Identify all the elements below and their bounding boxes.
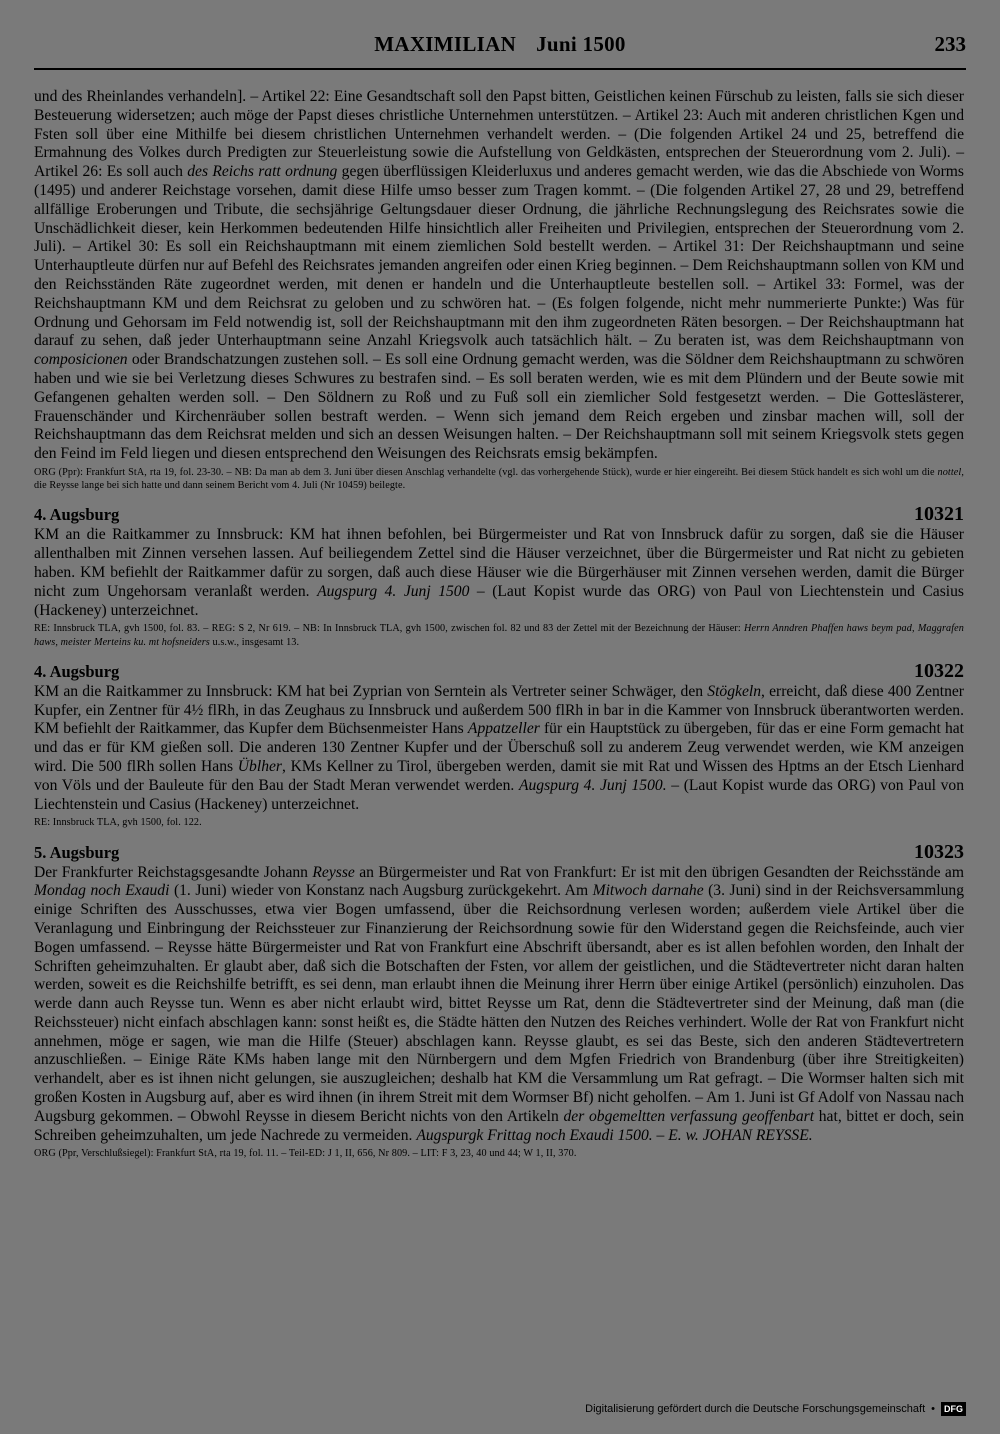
entry-header-10323 bbox=[34, 842, 964, 864]
intro-italic-1: des Reichs ratt ordnung bbox=[187, 163, 338, 181]
intro-text: und des Rheinlandes verhandeln]. – Artikel 22: Eine Gesandtschaft soll den Papst bitten, Geistlichen keinen Fürschub zu leisten, falls sie sich dieser Besteuerung widersetzen; auch möge der Papst dieses christliche Unternehmen unterstützen. – Artikel 23: Auch mit anderen christlichen Kgen und Fsten soll über eine Mithilfe bei diesem christlichen Unternehmen verhandelt werden. – (Die folgenden Artikel 24 und 25, betreffend die Ermahnung des Volkes durch Predigten zur Steuerleistung sowie die Aufstellung von Geldkästen, entsprechen der Steuerordnung vom 2. Juli). – Artikel 26: Es soll auch bbox=[34, 88, 964, 181]
intro-paragraph bbox=[34, 88, 964, 464]
entry-italic: Reysse bbox=[312, 863, 355, 881]
entry-segment: KM an die Raitkammer zu Innsbruck: KM hat ihnen befohlen, bei Bürgermeister und Rat von Innsbruck dafür zu sorgen, daß sie die Häuser allenthalben mit Zinnen versehen lassen. Auf beiliegendem Zettel sind die Häuser verzeichnet, über die Bürgermeister und Rat nicht zu gebieten haben. KM befiehlt der Raitkammer dafür zu sorgen, daß auch diese Häuser wie die Bürgerhäuser mit Zinnen versehen werden, damit die Bürger nicht zum Ungehorsam veranlaßt werden. bbox=[34, 526, 964, 600]
entry-number: 10321 bbox=[914, 503, 964, 526]
entry-text-10323 bbox=[34, 864, 964, 1146]
entry-segment: – (Laut Kopist wurde das ORG) von Paul von Liechtenstein und Casius (Hackeney) unterzeichnet. bbox=[34, 776, 964, 813]
entry-note-10323: ORG (Ppr, Verschlußsiegel): Frankfurt StA, rta 19, fol. 11. – Teil-ED: J 1, II, 656, Nr 809. – LIT: F 3, 23, 40 und 44; W 1, II, 370. bbox=[34, 1148, 577, 1160]
title-name: MAXIMILIAN bbox=[374, 32, 517, 56]
entry-text-10321 bbox=[34, 526, 964, 620]
page-header bbox=[34, 28, 966, 70]
entry-segment: an Bürgermeister und Rat von Frankfurt: Er ist mit den übrigen Gesandten der Reichsstände am bbox=[354, 863, 964, 881]
entry-note-10322: RE: Innsbruck TLA, gvh 1500, fol. 122. bbox=[34, 817, 202, 829]
footer-credit: Digitalisierung gefördert durch die Deutsche Forschungsgemeinschaft bbox=[585, 1403, 926, 1415]
entry-segment: , erreicht, daß diese 400 Zentner Kupfer, ein Zentner für 4½ flRh, in das Zeughaus zu Innsbruck und außerdem 500 flRh in bar in die Kammer von Innsbruck überantworten werden. KM befiehlt der Raitkammer, das Kupfer dem Büchsenmeister Hans bbox=[34, 682, 964, 738]
entry-italic: der obgemeltten verfassung geoffenbart bbox=[563, 1107, 815, 1125]
entry-note-text-2: u.s.w., insgesamt 13. bbox=[209, 636, 300, 648]
entry-segment: – (Laut Kopist wurde das ORG) von Paul von Liechtenstein und Casius (Hackeney) unterzeichnet. bbox=[34, 582, 964, 619]
entry-segment: hat, bittet er doch, sein Schreiben geheimzuhalten, um jede Nachrede zu vermeiden. bbox=[34, 1107, 965, 1144]
entry-italic: Augspurg 4. Junj 1500 bbox=[317, 582, 470, 600]
entry-segment: KM an die Raitkammer zu Innsbruck: KM hat bei Zyprian von Serntein als Vertreter seiner Schwäger, den bbox=[34, 682, 708, 700]
running-title bbox=[34, 32, 966, 57]
entry-note-italic: Herrn Anndren Phaffen haws beym pad, Maggrafen haws, meister Merteins ku. mt hofsneiders bbox=[34, 623, 964, 648]
entry-segment: Der Frankfurter Reichstagsgesandte Johann bbox=[34, 863, 313, 881]
intro-note-italic: nottel bbox=[937, 466, 962, 478]
intro-note bbox=[34, 466, 964, 492]
intro-text-2: gegen überflüssigen Kleiderluxus und anderes gemacht werden, wie das die Abschiede von Worms (1495) und anderer Reichstage vorsehen, damit diese Hilfe umso besser zum Tragen kommt. – (Die folgenden Artikel 27, 28 und 29, betreffend allfällige Eroberungen und Tribute, die sechsjährige Geltungsdauer dieser Ordnung, die jährliche Rechnungslegung des Reichsrates sowie die Unschädlichkeit dieser, kein Herkommen bedeutenden Hilfe hinsichtlich aller Freiheiten und Privilegien, entsprechen der Steuerordnung vom 2. Juli). – Artikel 30: Es soll ein Reichshauptmann mit einem ziemlichen Sold bestellt werden. – Artikel 31: Der Reichshauptmann und seine Unterhauptleute dürfen nur auf Befehl des Reichsrates jemanden angreifen oder einen Krieg beginnen. – Dem Reichshauptmann sollen von KM und den Reichsständen Räte zugeordnet werden, mit denen er handeln und die Unterhauptleute bestellen soll. – Artikel 33: Formel, was der Reichshauptmann KM und dem Reichsrat zu geloben und zu schwören hat. – (Es folgen folgende, nicht mehr nummerierte Punkte:) Was für Ordnung und Gehorsam im Feld notwendig ist, soll der Reichshauptmann mit den ihm zugeordneten Räten besorgen. – Der Reichshauptmann hat darauf zu sehen, daß jeder Unterhauptmann seine Anzahl Kriegsvolk auch tatsächlich hält. – Zu beraten ist, was dem Reichshauptmann von bbox=[34, 163, 964, 350]
entry-header-10322 bbox=[34, 661, 964, 683]
entry-segment: (3. Juni) sind in der Reichsversammlung einige Schriften des Ausschusses, etwa vier Bogen umfassend, über die Reichsordnung verlesen worden; außerdem viele Artikel über die Veranlagung und Einbringung der Reichssteuer zur Finanzierung der Reichsordnung sowie für den Widerstand gegen die Reichsfeinde, auch vier Bogen umfassend. – Reysse hätte Bürgermeister und Rat von Frankfurt eine Abschrift übersandt, aber es ist allen befohlen worden, den Inhalt der Schriften geheimzuhalten. Er glaubt aber, daß sich die Botschaften der Fsten, vor allem der geistlichen, und die Städtevertreter nicht daran halten werden, soweit es die Reichshilfe betrifft, es sei denn, man erlaubt ihnen die Meinung ihrer Herrn über einige Artikel (persönlich) einzuholen. Das werde dann auch Reysse tun. Wenn es aber nicht erlaubt wird, bittet Reysse um Rat, denn die Städtevertreter sind der Meinung, daß man (die Reichssteuer) nicht einfach abschlagen kann: sonst heißt es, die Städte hätten den Nutzen des Reiches verhindert. Wolle der Rat von Frankfurt nicht annehmen, möge er sagen, wie man die Hilfe (Steuer) abschlagen kann. Reysse glaubt, es sei das Beste, sich den anderen Städtevertretern anzuschließen. – Einige Räte KMs haben lange mit den Nürnbergern und dem Mgfen Friedrich von Brandenburg (über ihre Streitigkeiten) verhandelt, aber es ist ihnen nicht gelungen, sie auszugleichen; deshalb hat KM die Versammlung um Rat gefragt. – Die Wormser halten sich mit großen Kosten in Augsburg auf, aber es wird ihnen (in ihrem Streit mit dem Wormser Bf) nicht geholfen. – Am 1. Juni ist Gf Adolf von Nassau nach Augsburg gekommen. – Obwohl Reysse in diesem Bericht nichts von den Artikeln bbox=[34, 882, 965, 1125]
entry-note-text: RE: Innsbruck TLA, gvh 1500, fol. 83. – REG: S 2, Nr 619. – NB: In Innsbruck TLA, gvh 1500, zwischen fol. 82 und 83 der Zettel mit der Bezeichnung der Häuser: bbox=[34, 623, 744, 635]
footer-separator: • bbox=[931, 1403, 935, 1415]
entry-segment: , KMs Kellner zu Tirol, übergeben werden, damit sie mit Rat und Wissen des Hptms an der Etsch Lienhard von Völs und der Bauleute für den Bau der Stadt Meran verwendet werden. bbox=[34, 757, 964, 794]
entry-header-10321 bbox=[34, 504, 964, 526]
intro-text-3: oder Brandschatzungen zustehen soll. – Es soll eine Ordnung gemacht werden, was die Söldner dem Reichshauptmann zu schwören haben und wie sie bei Verletzung dieses Schwures zu bestrafen sind. – Es soll beraten werden, wie es mit dem Plündern und der Beute sowie mit Gefangenen gehalten werden soll. – Den Söldnern zu Roß und zu Fuß soll ein ziemlicher Sold festgesetzt werden. – Die Gotteslästerer, Frauenschänder und Kirchenräuber sollen bestraft werden. – Wenn sich jemand dem Reich ergeben und zinsbar machen will, soll der Reichshauptmann das dem Reichsrat melden und sich an dessen Weisungen halten. – Der Reichshauptmann soll mit seinem Kriegsvolk stets gegen den Feind im Feld liegen und diesen entsprechend den Weisungen des Reichsrats emsig bekämpfen. bbox=[34, 351, 964, 463]
entry-italic: Augspurgk Frittag noch Exaudi 1500. – E. w. JOHAN REYSSE. bbox=[416, 1126, 813, 1144]
entry-italic: Appatzeller bbox=[467, 720, 540, 738]
intro-note-text: ORG (Ppr): Frankfurt StA, rta 19, fol. 23-30. – NB: Da man ab dem 3. Juni über diesen Anschlag verhandelte (vgl. das vorhergehende Stück), wurde er hier eingereiht. Bei diesem Stück handelt es sich wohl um die bbox=[34, 466, 938, 478]
entry-text-10322 bbox=[34, 683, 964, 815]
entry-italic: Üblher bbox=[237, 757, 282, 775]
entry-note-10321 bbox=[34, 622, 964, 648]
entry-place: 4. Augsburg bbox=[34, 505, 120, 525]
entry-italic: Stögkeln bbox=[707, 682, 761, 700]
intro-note-text-2: , die Reysse lange bei sich hatte und dann seinem Bericht vom 4. Juli (Nr 10459) beilegte. bbox=[34, 466, 964, 492]
entry-number: 10323 bbox=[914, 840, 964, 863]
entry-italic: Augspurg 4. Junj 1500. bbox=[518, 776, 667, 794]
intro-italic-2: composicionen bbox=[34, 351, 128, 369]
entry-italic: Mitwoch darnahe bbox=[592, 882, 704, 900]
entry-number: 10322 bbox=[914, 659, 964, 682]
entry-segment: für ein Hauptstück zu übergeben, für das er eine Form gemacht hat und das er für KM gießen soll. Die anderen 130 Zentner Kupfer und der Überschuß soll zu anderem Zeug verwendet werden, wie KM anzeigen wird. Die 500 flRh sollen Hans bbox=[34, 720, 965, 775]
page-body bbox=[34, 88, 964, 1161]
entry-segment: (1. Juni) wieder von Konstanz nach Augsburg zurückgekehrt. Am bbox=[169, 882, 593, 900]
entry-place: 4. Augsburg bbox=[34, 661, 120, 681]
digitization-footer bbox=[585, 1398, 966, 1420]
page-number: 233 bbox=[934, 32, 966, 56]
title-date: Juni 1500 bbox=[536, 32, 626, 56]
entry-place: 5. Augsburg bbox=[34, 842, 120, 862]
entry-italic: Mondag noch Exaudi bbox=[34, 882, 170, 900]
dfg-logo-icon: DFG bbox=[941, 1402, 966, 1416]
